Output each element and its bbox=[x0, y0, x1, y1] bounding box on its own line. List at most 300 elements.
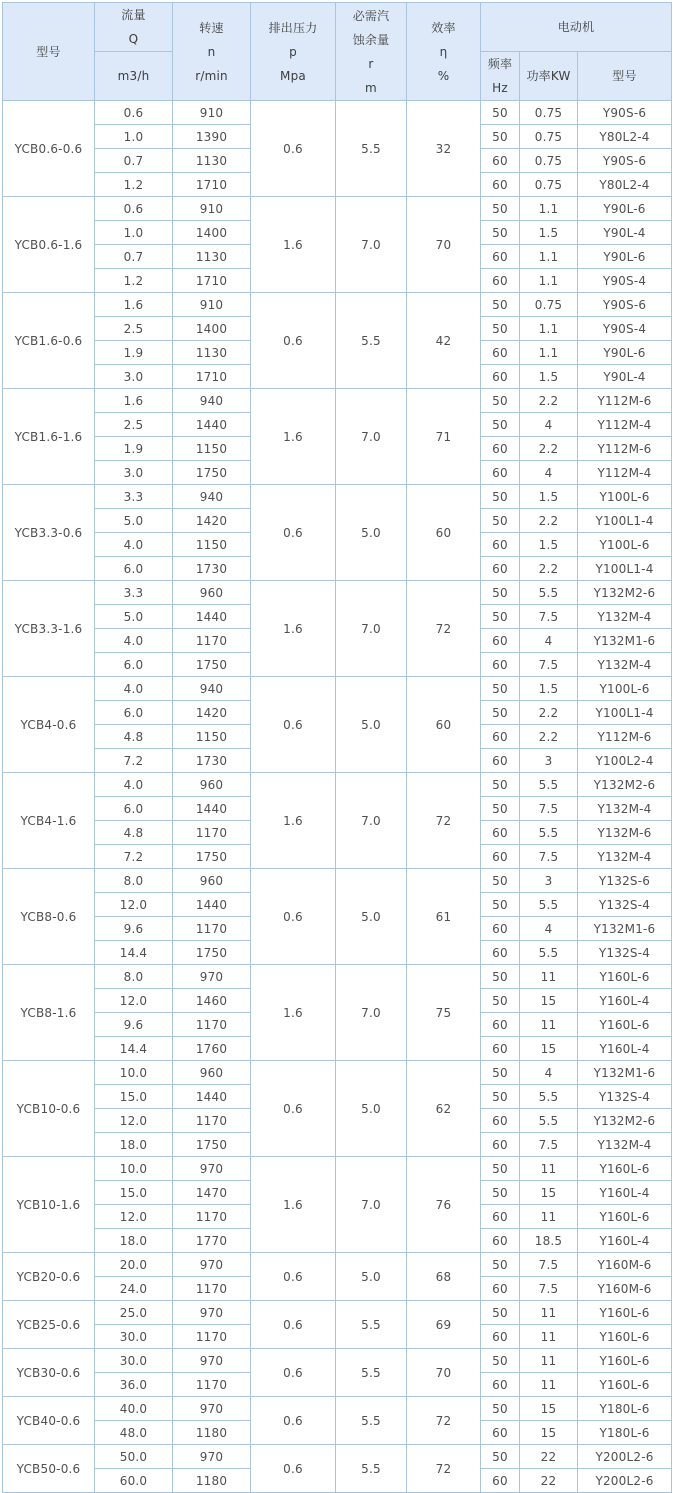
table-row bbox=[3, 1061, 672, 1085]
motor-power-cell: 7.5 bbox=[520, 845, 578, 869]
speed-cell: 1750 bbox=[173, 1133, 251, 1157]
flow-cell: 40.0 bbox=[95, 1397, 173, 1421]
flow-cell: 4.0 bbox=[95, 773, 173, 797]
table-row bbox=[3, 101, 672, 125]
motor-model-cell: Y80L2-4 bbox=[578, 125, 672, 149]
npsh-cell: 7.0 bbox=[336, 773, 407, 869]
speed-cell: 940 bbox=[173, 485, 251, 509]
motor-power-cell: 0.75 bbox=[520, 125, 578, 149]
motor-model-cell: Y160L-6 bbox=[578, 1301, 672, 1325]
table-row bbox=[3, 1397, 672, 1421]
motor-power-cell: 7.5 bbox=[520, 1253, 578, 1277]
speed-cell: 960 bbox=[173, 581, 251, 605]
motor-power-cell: 5.5 bbox=[520, 941, 578, 965]
motor-model-cell: Y100L1-4 bbox=[578, 509, 672, 533]
model-cell: YCB4-1.6 bbox=[3, 773, 95, 869]
motor-power-cell: 7.5 bbox=[520, 605, 578, 629]
motor-model-cell: Y100L2-4 bbox=[578, 749, 672, 773]
table-row bbox=[3, 869, 672, 893]
motor-power-cell: 1.1 bbox=[520, 341, 578, 365]
pressure-cell: 1.6 bbox=[251, 389, 336, 485]
pressure-cell: 1.6 bbox=[251, 197, 336, 293]
motor-power-cell: 1.5 bbox=[520, 221, 578, 245]
speed-cell: 1390 bbox=[173, 125, 251, 149]
motor-freq-cell: 60 bbox=[481, 821, 520, 845]
table-row bbox=[3, 677, 672, 701]
efficiency-cell: 61 bbox=[407, 869, 481, 965]
efficiency-cell: 71 bbox=[407, 389, 481, 485]
model-cell: YCB10-1.6 bbox=[3, 1157, 95, 1253]
efficiency-cell: 70 bbox=[407, 197, 481, 293]
flow-cell: 1.6 bbox=[95, 293, 173, 317]
motor-model-cell: Y160L-4 bbox=[578, 1181, 672, 1205]
flow-cell: 15.0 bbox=[95, 1085, 173, 1109]
speed-cell: 970 bbox=[173, 1157, 251, 1181]
motor-freq-cell: 50 bbox=[481, 1157, 520, 1181]
motor-power-cell: 2.2 bbox=[520, 701, 578, 725]
efficiency-cell: 72 bbox=[407, 1445, 481, 1493]
motor-freq-cell: 60 bbox=[481, 245, 520, 269]
header-motor-power: 功率KW bbox=[520, 52, 578, 101]
npsh-cell: 5.5 bbox=[336, 1301, 407, 1349]
motor-model-cell: Y180L-6 bbox=[578, 1421, 672, 1445]
motor-model-cell: Y132M-4 bbox=[578, 797, 672, 821]
motor-freq-cell: 60 bbox=[481, 917, 520, 941]
flow-cell: 5.0 bbox=[95, 605, 173, 629]
motor-power-cell: 2.2 bbox=[520, 725, 578, 749]
motor-model-cell: Y132M-4 bbox=[578, 605, 672, 629]
efficiency-cell: 72 bbox=[407, 1397, 481, 1445]
flow-cell: 25.0 bbox=[95, 1301, 173, 1325]
motor-power-cell: 4 bbox=[520, 629, 578, 653]
speed-cell: 910 bbox=[173, 101, 251, 125]
flow-cell: 15.0 bbox=[95, 1181, 173, 1205]
flow-cell: 1.6 bbox=[95, 389, 173, 413]
model-cell: YCB20-0.6 bbox=[3, 1253, 95, 1301]
model-cell: YCB3.3-1.6 bbox=[3, 581, 95, 677]
motor-freq-cell: 50 bbox=[481, 797, 520, 821]
motor-freq-cell: 60 bbox=[481, 725, 520, 749]
motor-freq-cell: 60 bbox=[481, 1133, 520, 1157]
motor-model-cell: Y160L-6 bbox=[578, 965, 672, 989]
flow-cell: 4.0 bbox=[95, 533, 173, 557]
motor-freq-cell: 50 bbox=[481, 773, 520, 797]
flow-cell: 10.0 bbox=[95, 1157, 173, 1181]
flow-cell: 10.0 bbox=[95, 1061, 173, 1085]
speed-cell: 1130 bbox=[173, 341, 251, 365]
motor-power-cell: 1.1 bbox=[520, 245, 578, 269]
motor-power-cell: 1.1 bbox=[520, 269, 578, 293]
flow-cell: 18.0 bbox=[95, 1133, 173, 1157]
model-cell: YCB3.3-0.6 bbox=[3, 485, 95, 581]
speed-cell: 1440 bbox=[173, 413, 251, 437]
motor-freq-cell: 60 bbox=[481, 341, 520, 365]
motor-model-cell: Y100L1-4 bbox=[578, 701, 672, 725]
header-efficiency: 效率 η % bbox=[407, 3, 481, 101]
speed-cell: 1750 bbox=[173, 941, 251, 965]
pressure-cell: 1.6 bbox=[251, 965, 336, 1061]
pressure-cell: 0.6 bbox=[251, 869, 336, 965]
header-npsh: 必需汽 蚀余量 r m bbox=[336, 3, 407, 101]
speed-cell: 1400 bbox=[173, 317, 251, 341]
flow-cell: 6.0 bbox=[95, 701, 173, 725]
efficiency-cell: 75 bbox=[407, 965, 481, 1061]
motor-model-cell: Y100L-6 bbox=[578, 485, 672, 509]
motor-freq-cell: 60 bbox=[481, 149, 520, 173]
motor-model-cell: Y90S-6 bbox=[578, 149, 672, 173]
header-motor-model: 型号 bbox=[578, 52, 672, 101]
npsh-cell: 5.5 bbox=[336, 1445, 407, 1493]
motor-freq-cell: 60 bbox=[481, 1205, 520, 1229]
motor-model-cell: Y132M-4 bbox=[578, 845, 672, 869]
flow-cell: 1.0 bbox=[95, 125, 173, 149]
pressure-cell: 0.6 bbox=[251, 293, 336, 389]
npsh-cell: 7.0 bbox=[336, 1157, 407, 1253]
npsh-cell: 5.5 bbox=[336, 1349, 407, 1397]
table-row bbox=[3, 485, 672, 509]
flow-cell: 12.0 bbox=[95, 1205, 173, 1229]
speed-cell: 910 bbox=[173, 293, 251, 317]
npsh-cell: 5.0 bbox=[336, 677, 407, 773]
pressure-cell: 0.6 bbox=[251, 1349, 336, 1397]
speed-cell: 1440 bbox=[173, 1085, 251, 1109]
motor-freq-cell: 60 bbox=[481, 653, 520, 677]
motor-freq-cell: 50 bbox=[481, 221, 520, 245]
flow-cell: 6.0 bbox=[95, 557, 173, 581]
speed-cell: 1150 bbox=[173, 437, 251, 461]
table-body bbox=[3, 101, 672, 1493]
flow-cell: 20.0 bbox=[95, 1253, 173, 1277]
pressure-cell: 1.6 bbox=[251, 1157, 336, 1253]
motor-freq-cell: 60 bbox=[481, 437, 520, 461]
header-motor-freq: 频率 Hz bbox=[481, 52, 520, 101]
flow-cell: 7.2 bbox=[95, 845, 173, 869]
header-flow: 流量 Q bbox=[95, 3, 173, 52]
motor-power-cell: 5.5 bbox=[520, 581, 578, 605]
motor-power-cell: 4 bbox=[520, 1061, 578, 1085]
motor-model-cell: Y112M-4 bbox=[578, 461, 672, 485]
efficiency-cell: 60 bbox=[407, 485, 481, 581]
motor-model-cell: Y160L-6 bbox=[578, 1373, 672, 1397]
speed-cell: 1710 bbox=[173, 173, 251, 197]
motor-freq-cell: 60 bbox=[481, 941, 520, 965]
npsh-cell: 7.0 bbox=[336, 197, 407, 293]
table-header bbox=[3, 3, 672, 101]
motor-power-cell: 11 bbox=[520, 1301, 578, 1325]
motor-model-cell: Y160L-6 bbox=[578, 1325, 672, 1349]
motor-freq-cell: 50 bbox=[481, 509, 520, 533]
efficiency-cell: 32 bbox=[407, 101, 481, 197]
table-row bbox=[3, 965, 672, 989]
speed-cell: 1400 bbox=[173, 221, 251, 245]
efficiency-cell: 68 bbox=[407, 1253, 481, 1301]
motor-power-cell: 7.5 bbox=[520, 797, 578, 821]
motor-freq-cell: 50 bbox=[481, 605, 520, 629]
motor-model-cell: Y80L2-4 bbox=[578, 173, 672, 197]
motor-freq-cell: 60 bbox=[481, 1277, 520, 1301]
speed-cell: 1130 bbox=[173, 149, 251, 173]
flow-cell: 0.6 bbox=[95, 197, 173, 221]
speed-cell: 1710 bbox=[173, 269, 251, 293]
motor-freq-cell: 50 bbox=[481, 989, 520, 1013]
motor-model-cell: Y132M1-6 bbox=[578, 917, 672, 941]
motor-freq-cell: 50 bbox=[481, 317, 520, 341]
npsh-cell: 5.5 bbox=[336, 293, 407, 389]
flow-cell: 3.3 bbox=[95, 581, 173, 605]
speed-cell: 1770 bbox=[173, 1229, 251, 1253]
motor-power-cell: 2.2 bbox=[520, 437, 578, 461]
efficiency-cell: 42 bbox=[407, 293, 481, 389]
pressure-cell: 0.6 bbox=[251, 1397, 336, 1445]
motor-freq-cell: 60 bbox=[481, 1037, 520, 1061]
pressure-cell: 1.6 bbox=[251, 581, 336, 677]
motor-model-cell: Y90S-4 bbox=[578, 317, 672, 341]
model-cell: YCB1.6-1.6 bbox=[3, 389, 95, 485]
motor-model-cell: Y160L-4 bbox=[578, 989, 672, 1013]
table-row bbox=[3, 773, 672, 797]
motor-power-cell: 11 bbox=[520, 1157, 578, 1181]
motor-model-cell: Y160L-6 bbox=[578, 1205, 672, 1229]
motor-freq-cell: 50 bbox=[481, 389, 520, 413]
speed-cell: 1440 bbox=[173, 797, 251, 821]
flow-cell: 0.6 bbox=[95, 101, 173, 125]
motor-power-cell: 11 bbox=[520, 1205, 578, 1229]
motor-model-cell: Y112M-6 bbox=[578, 437, 672, 461]
speed-cell: 960 bbox=[173, 1061, 251, 1085]
motor-power-cell: 5.5 bbox=[520, 893, 578, 917]
motor-power-cell: 2.2 bbox=[520, 557, 578, 581]
motor-model-cell: Y132M-4 bbox=[578, 1133, 672, 1157]
motor-freq-cell: 50 bbox=[481, 1085, 520, 1109]
motor-model-cell: Y132S-6 bbox=[578, 869, 672, 893]
speed-cell: 940 bbox=[173, 389, 251, 413]
efficiency-cell: 62 bbox=[407, 1061, 481, 1157]
flow-cell: 1.9 bbox=[95, 437, 173, 461]
speed-cell: 1150 bbox=[173, 725, 251, 749]
flow-cell: 18.0 bbox=[95, 1229, 173, 1253]
model-cell: YCB8-1.6 bbox=[3, 965, 95, 1061]
motor-model-cell: Y90L-6 bbox=[578, 245, 672, 269]
motor-power-cell: 11 bbox=[520, 965, 578, 989]
motor-power-cell: 0.75 bbox=[520, 173, 578, 197]
speed-cell: 1170 bbox=[173, 917, 251, 941]
motor-power-cell: 2.2 bbox=[520, 509, 578, 533]
efficiency-cell: 60 bbox=[407, 677, 481, 773]
motor-power-cell: 22 bbox=[520, 1445, 578, 1469]
motor-power-cell: 18.5 bbox=[520, 1229, 578, 1253]
motor-freq-cell: 50 bbox=[481, 1181, 520, 1205]
speed-cell: 1180 bbox=[173, 1421, 251, 1445]
flow-cell: 3.3 bbox=[95, 485, 173, 509]
flow-cell: 9.6 bbox=[95, 917, 173, 941]
motor-power-cell: 5.5 bbox=[520, 1085, 578, 1109]
motor-model-cell: Y90L-4 bbox=[578, 221, 672, 245]
speed-cell: 970 bbox=[173, 1349, 251, 1373]
flow-cell: 6.0 bbox=[95, 653, 173, 677]
pressure-cell: 0.6 bbox=[251, 101, 336, 197]
motor-power-cell: 11 bbox=[520, 1325, 578, 1349]
pump-spec-table bbox=[2, 2, 672, 1493]
speed-cell: 960 bbox=[173, 869, 251, 893]
motor-power-cell: 15 bbox=[520, 1421, 578, 1445]
motor-power-cell: 11 bbox=[520, 1349, 578, 1373]
motor-power-cell: 0.75 bbox=[520, 101, 578, 125]
motor-freq-cell: 60 bbox=[481, 749, 520, 773]
flow-cell: 30.0 bbox=[95, 1349, 173, 1373]
flow-cell: 30.0 bbox=[95, 1325, 173, 1349]
flow-cell: 5.0 bbox=[95, 509, 173, 533]
motor-freq-cell: 50 bbox=[481, 1397, 520, 1421]
motor-power-cell: 7.5 bbox=[520, 1133, 578, 1157]
motor-model-cell: Y132M2-6 bbox=[578, 773, 672, 797]
motor-power-cell: 3 bbox=[520, 749, 578, 773]
motor-power-cell: 5.5 bbox=[520, 1109, 578, 1133]
motor-power-cell: 11 bbox=[520, 1373, 578, 1397]
motor-model-cell: Y200L2-6 bbox=[578, 1445, 672, 1469]
speed-cell: 1750 bbox=[173, 845, 251, 869]
motor-model-cell: Y160L-6 bbox=[578, 1013, 672, 1037]
model-cell: YCB1.6-0.6 bbox=[3, 293, 95, 389]
motor-model-cell: Y90L-6 bbox=[578, 341, 672, 365]
npsh-cell: 5.0 bbox=[336, 1253, 407, 1301]
header-speed: 转速 n r/min bbox=[173, 3, 251, 101]
motor-model-cell: Y180L-6 bbox=[578, 1397, 672, 1421]
flow-cell: 0.7 bbox=[95, 245, 173, 269]
table-row bbox=[3, 293, 672, 317]
motor-freq-cell: 50 bbox=[481, 1301, 520, 1325]
table-row bbox=[3, 1445, 672, 1469]
speed-cell: 1420 bbox=[173, 509, 251, 533]
motor-model-cell: Y132S-4 bbox=[578, 893, 672, 917]
motor-power-cell: 15 bbox=[520, 1181, 578, 1205]
motor-model-cell: Y90L-4 bbox=[578, 365, 672, 389]
motor-freq-cell: 50 bbox=[481, 869, 520, 893]
motor-model-cell: Y100L-6 bbox=[578, 533, 672, 557]
motor-power-cell: 1.1 bbox=[520, 317, 578, 341]
efficiency-cell: 76 bbox=[407, 1157, 481, 1253]
flow-cell: 50.0 bbox=[95, 1445, 173, 1469]
speed-cell: 1170 bbox=[173, 1325, 251, 1349]
model-cell: YCB40-0.6 bbox=[3, 1397, 95, 1445]
flow-cell: 14.4 bbox=[95, 941, 173, 965]
pressure-cell: 0.6 bbox=[251, 677, 336, 773]
flow-cell: 4.0 bbox=[95, 677, 173, 701]
npsh-cell: 7.0 bbox=[336, 389, 407, 485]
flow-cell: 9.6 bbox=[95, 1013, 173, 1037]
speed-cell: 1170 bbox=[173, 1205, 251, 1229]
motor-freq-cell: 50 bbox=[481, 293, 520, 317]
speed-cell: 960 bbox=[173, 773, 251, 797]
motor-power-cell: 1.5 bbox=[520, 677, 578, 701]
speed-cell: 1170 bbox=[173, 1277, 251, 1301]
motor-freq-cell: 50 bbox=[481, 677, 520, 701]
table-row bbox=[3, 1301, 672, 1325]
motor-freq-cell: 60 bbox=[481, 557, 520, 581]
pressure-cell: 0.6 bbox=[251, 1061, 336, 1157]
motor-model-cell: Y132S-4 bbox=[578, 941, 672, 965]
flow-cell: 2.5 bbox=[95, 413, 173, 437]
motor-model-cell: Y132S-4 bbox=[578, 1085, 672, 1109]
motor-model-cell: Y90S-6 bbox=[578, 293, 672, 317]
motor-power-cell: 7.5 bbox=[520, 1277, 578, 1301]
flow-cell: 2.5 bbox=[95, 317, 173, 341]
speed-cell: 1170 bbox=[173, 1373, 251, 1397]
motor-model-cell: Y160L-4 bbox=[578, 1037, 672, 1061]
motor-model-cell: Y160M-6 bbox=[578, 1253, 672, 1277]
pressure-cell: 0.6 bbox=[251, 1301, 336, 1349]
motor-freq-cell: 60 bbox=[481, 845, 520, 869]
motor-freq-cell: 60 bbox=[481, 1013, 520, 1037]
flow-cell: 1.9 bbox=[95, 341, 173, 365]
motor-power-cell: 1.5 bbox=[520, 533, 578, 557]
speed-cell: 1170 bbox=[173, 1109, 251, 1133]
flow-cell: 14.4 bbox=[95, 1037, 173, 1061]
motor-power-cell: 0.75 bbox=[520, 149, 578, 173]
motor-freq-cell: 50 bbox=[481, 893, 520, 917]
motor-freq-cell: 60 bbox=[481, 1229, 520, 1253]
flow-cell: 1.2 bbox=[95, 269, 173, 293]
speed-cell: 1760 bbox=[173, 1037, 251, 1061]
flow-cell: 4.0 bbox=[95, 629, 173, 653]
motor-model-cell: Y112M-6 bbox=[578, 389, 672, 413]
table-row bbox=[3, 1349, 672, 1373]
motor-power-cell: 4 bbox=[520, 917, 578, 941]
speed-cell: 970 bbox=[173, 965, 251, 989]
motor-freq-cell: 50 bbox=[481, 1061, 520, 1085]
table-row bbox=[3, 581, 672, 605]
efficiency-cell: 72 bbox=[407, 581, 481, 677]
motor-model-cell: Y90L-6 bbox=[578, 197, 672, 221]
pressure-cell: 0.6 bbox=[251, 1253, 336, 1301]
npsh-cell: 7.0 bbox=[336, 581, 407, 677]
header-flow-unit: m3/h bbox=[95, 52, 173, 101]
speed-cell: 1730 bbox=[173, 557, 251, 581]
motor-model-cell: Y132M-4 bbox=[578, 653, 672, 677]
flow-cell: 36.0 bbox=[95, 1373, 173, 1397]
header-pressure: 排出压力 p Mpa bbox=[251, 3, 336, 101]
flow-cell: 1.2 bbox=[95, 173, 173, 197]
pressure-cell: 0.6 bbox=[251, 485, 336, 581]
motor-model-cell: Y132M1-6 bbox=[578, 1061, 672, 1085]
flow-cell: 8.0 bbox=[95, 965, 173, 989]
flow-cell: 7.2 bbox=[95, 749, 173, 773]
speed-cell: 1170 bbox=[173, 629, 251, 653]
flow-cell: 4.8 bbox=[95, 821, 173, 845]
motor-freq-cell: 60 bbox=[481, 269, 520, 293]
flow-cell: 60.0 bbox=[95, 1469, 173, 1493]
flow-cell: 6.0 bbox=[95, 797, 173, 821]
npsh-cell: 7.0 bbox=[336, 965, 407, 1061]
flow-cell: 24.0 bbox=[95, 1277, 173, 1301]
header-model: 型号 bbox=[3, 3, 95, 101]
motor-freq-cell: 60 bbox=[481, 1469, 520, 1493]
model-cell: YCB0.6-0.6 bbox=[3, 101, 95, 197]
flow-cell: 48.0 bbox=[95, 1421, 173, 1445]
speed-cell: 910 bbox=[173, 197, 251, 221]
pressure-cell: 0.6 bbox=[251, 1445, 336, 1493]
motor-model-cell: Y90S-4 bbox=[578, 269, 672, 293]
speed-cell: 970 bbox=[173, 1397, 251, 1421]
motor-model-cell: Y132M-6 bbox=[578, 821, 672, 845]
speed-cell: 1460 bbox=[173, 989, 251, 1013]
efficiency-cell: 70 bbox=[407, 1349, 481, 1397]
npsh-cell: 5.5 bbox=[336, 1397, 407, 1445]
motor-power-cell: 0.75 bbox=[520, 293, 578, 317]
motor-freq-cell: 50 bbox=[481, 125, 520, 149]
motor-model-cell: Y160M-6 bbox=[578, 1277, 672, 1301]
table-row bbox=[3, 1253, 672, 1277]
motor-model-cell: Y112M-4 bbox=[578, 413, 672, 437]
